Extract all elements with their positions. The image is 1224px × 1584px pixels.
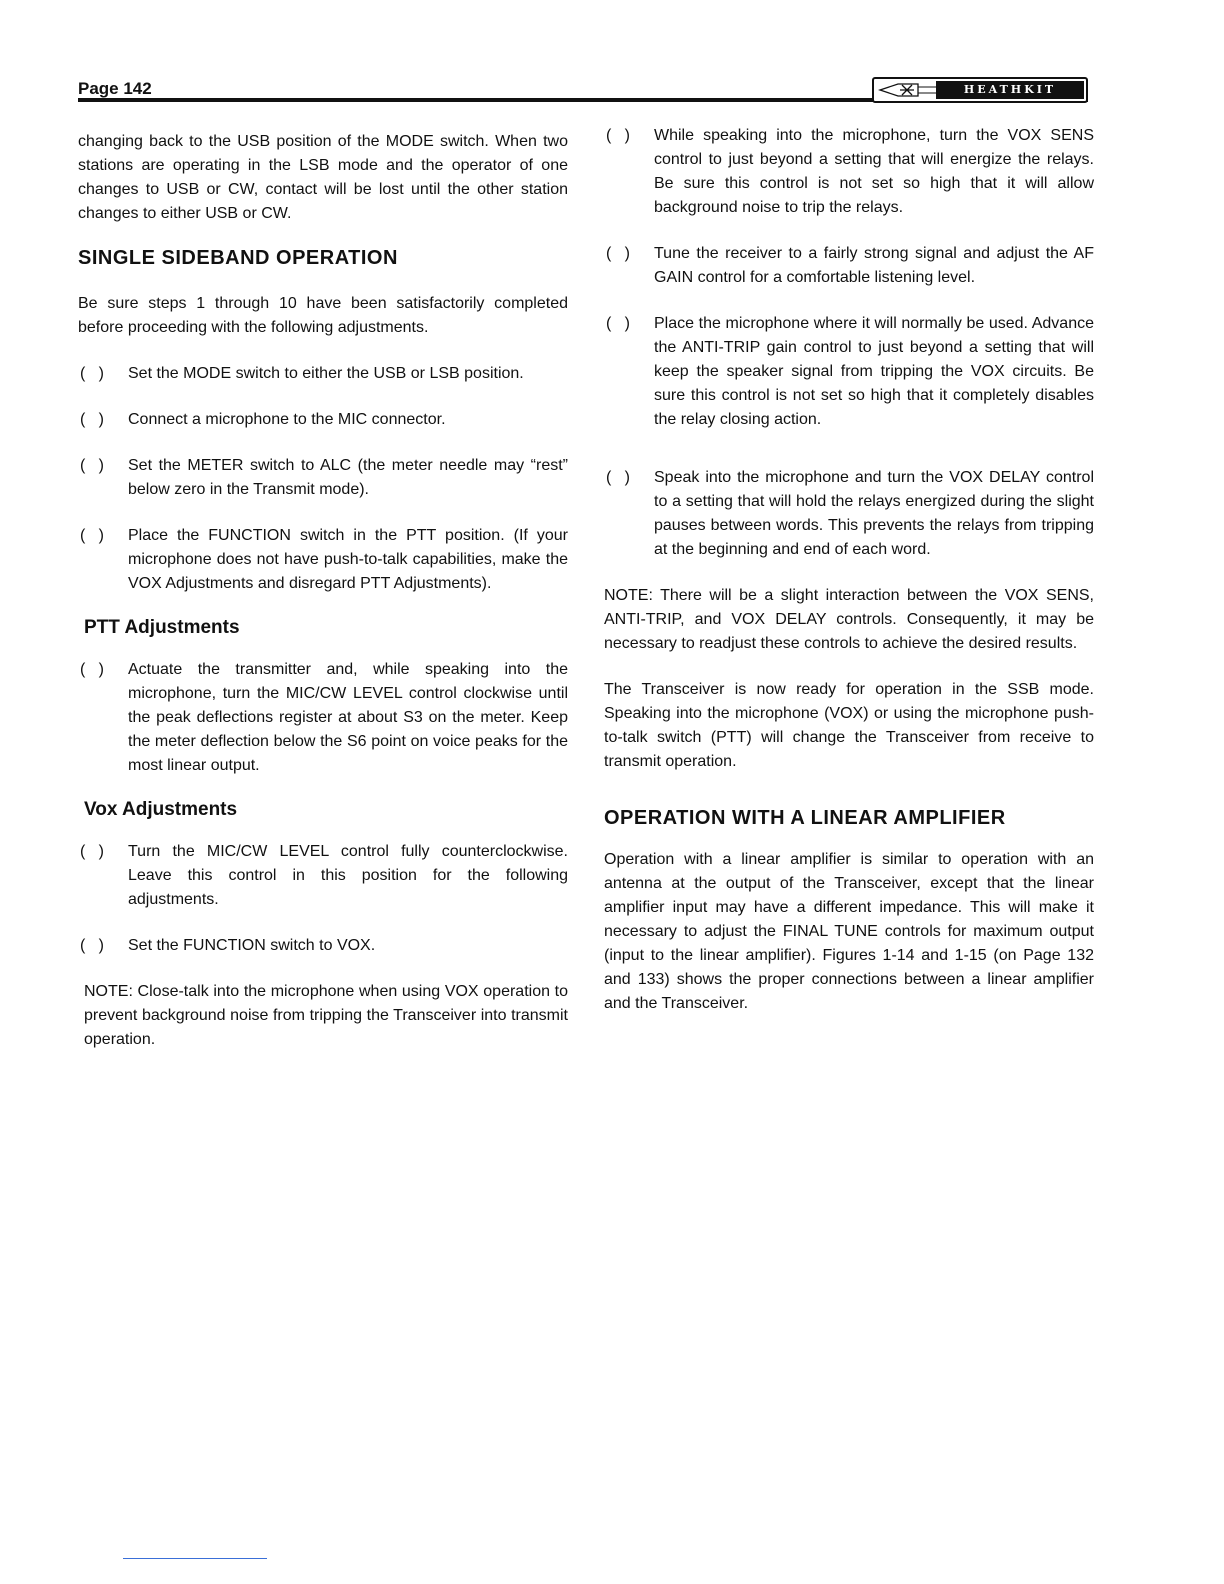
close-talk-note: NOTE: Close-talk into the microphone when using VOX operation to prevent background noise from tripping the Transceiver into transmit operation. (84, 983, 568, 1048)
checkbox[interactable]: ( ) (606, 245, 630, 262)
checkbox[interactable]: ( ) (80, 365, 104, 382)
linear-amplifier-paragraph: Operation with a linear amplifier is similar to operation with an antenna at the output of the Transceiver, except that the linear amplifier input may have a different impedance. This will make it necessary to adjust the FINAL TUNE controls for maximum output (input to the linear amplifier). Figures 1-14 and 1-15 (on Page 132 and 133) shows the proper connections between a linear amplifier and the Transceiver. (604, 851, 1094, 1012)
step-text: Place the FUNCTION switch in the PTT position. (If your microphone does not have push-to-talk capabilities, make the VOX Adjustments and disregard PTT Adjustments). (128, 527, 568, 592)
step-item (78, 840, 568, 912)
checkbox[interactable]: ( ) (80, 937, 104, 954)
step-text: Speak into the microphone and turn the VOX DELAY control to a setting that will hold the relays energized during the slight pauses between words. This prevents the relays from tripping at the beginning and end of each word. (654, 469, 1094, 558)
intro-paragraph: changing back to the USB position of the MODE switch. When two stations are operating in the LSB mode and the operator of one changes to USB or CW, contact will be lost until the other station changes to either USB or CW. (78, 133, 568, 222)
right-column (604, 124, 1094, 1016)
step-item (604, 466, 1094, 562)
step-item (78, 408, 568, 432)
checkbox[interactable]: ( ) (80, 843, 104, 860)
checkbox[interactable]: ( ) (606, 469, 630, 486)
heathkit-logo (872, 77, 1088, 103)
step-item (604, 312, 1094, 432)
page-header (78, 74, 1090, 108)
footer-rule (123, 1558, 267, 1559)
checkbox[interactable]: ( ) (80, 411, 104, 428)
left-column (78, 124, 568, 1052)
step-text: Tune the receiver to a fairly strong signal and adjust the AF GAIN control for a comfortable listening level. (654, 245, 1094, 286)
checkbox[interactable]: ( ) (80, 527, 104, 544)
step-text: Set the METER switch to ALC (the meter needle may “rest” below zero in the Transmit mode). (128, 457, 568, 498)
step-text: Connect a microphone to the MIC connector. (128, 411, 446, 428)
checkbox[interactable]: ( ) (606, 315, 630, 332)
interaction-note: NOTE: There will be a slight interaction between the VOX SENS, ANTI-TRIP, and VOX DELAY controls. Consequently, it may be necessary to readjust these controls to achieve the desired results. (604, 587, 1094, 652)
step-item (78, 524, 568, 596)
logo-text: HEATHKIT (936, 81, 1084, 99)
checkbox[interactable]: ( ) (606, 127, 630, 144)
step-text: Actuate the transmitter and, while speaking into the microphone, turn the MIC/CW LEVEL control clockwise until the peak deflections register at about S3 on the meter. Keep the meter deflection below the S6 point on voice peaks for the most linear output. (128, 661, 568, 774)
checkbox[interactable]: ( ) (80, 661, 104, 678)
step-text: Turn the MIC/CW LEVEL control fully counterclockwise. Leave this control in this position for the following adjustments. (128, 843, 568, 908)
step-item (78, 934, 568, 958)
ssb-intro-paragraph: Be sure steps 1 through 10 have been satisfactorily completed before proceeding with the following adjustments. (78, 295, 568, 336)
step-item (78, 362, 568, 386)
step-item (78, 454, 568, 502)
step-text: Set the MODE switch to either the USB or LSB position. (128, 365, 524, 382)
ready-paragraph: The Transceiver is now ready for operation in the SSB mode. Speaking into the microphone (VOX) or using the microphone push-to-talk switch (PTT) will change the Transceiver from receive to transmit operation. (604, 681, 1094, 770)
vox-heading: Vox Adjustments (84, 799, 238, 820)
checkbox[interactable]: ( ) (80, 457, 104, 474)
step-item (78, 658, 568, 778)
ptt-heading: PTT Adjustments (84, 617, 240, 638)
linear-amplifier-heading: OPERATION WITH A LINEAR AMPLIFIER (604, 807, 1006, 829)
step-text: While speaking into the microphone, turn the VOX SENS control to just beyond a setting that will energize the relays. Be sure this control is not set so high that it will allow background noise to trip the relays. (654, 127, 1094, 216)
step-text: Place the microphone where it will normally be used. Advance the ANTI-TRIP gain control to just beyond a setting that will keep the speaker signal from tripping the VOX circuits. Be sure this control is not set so high that it completely disables the relay closing action. (654, 315, 1094, 428)
step-text: Set the FUNCTION switch to VOX. (128, 937, 376, 954)
ssb-heading: SINGLE SIDEBAND OPERATION (78, 247, 398, 269)
page-number: Page 142 (78, 79, 152, 98)
logo-emblem-icon (878, 81, 938, 99)
step-item (604, 124, 1094, 220)
step-item (604, 242, 1094, 290)
